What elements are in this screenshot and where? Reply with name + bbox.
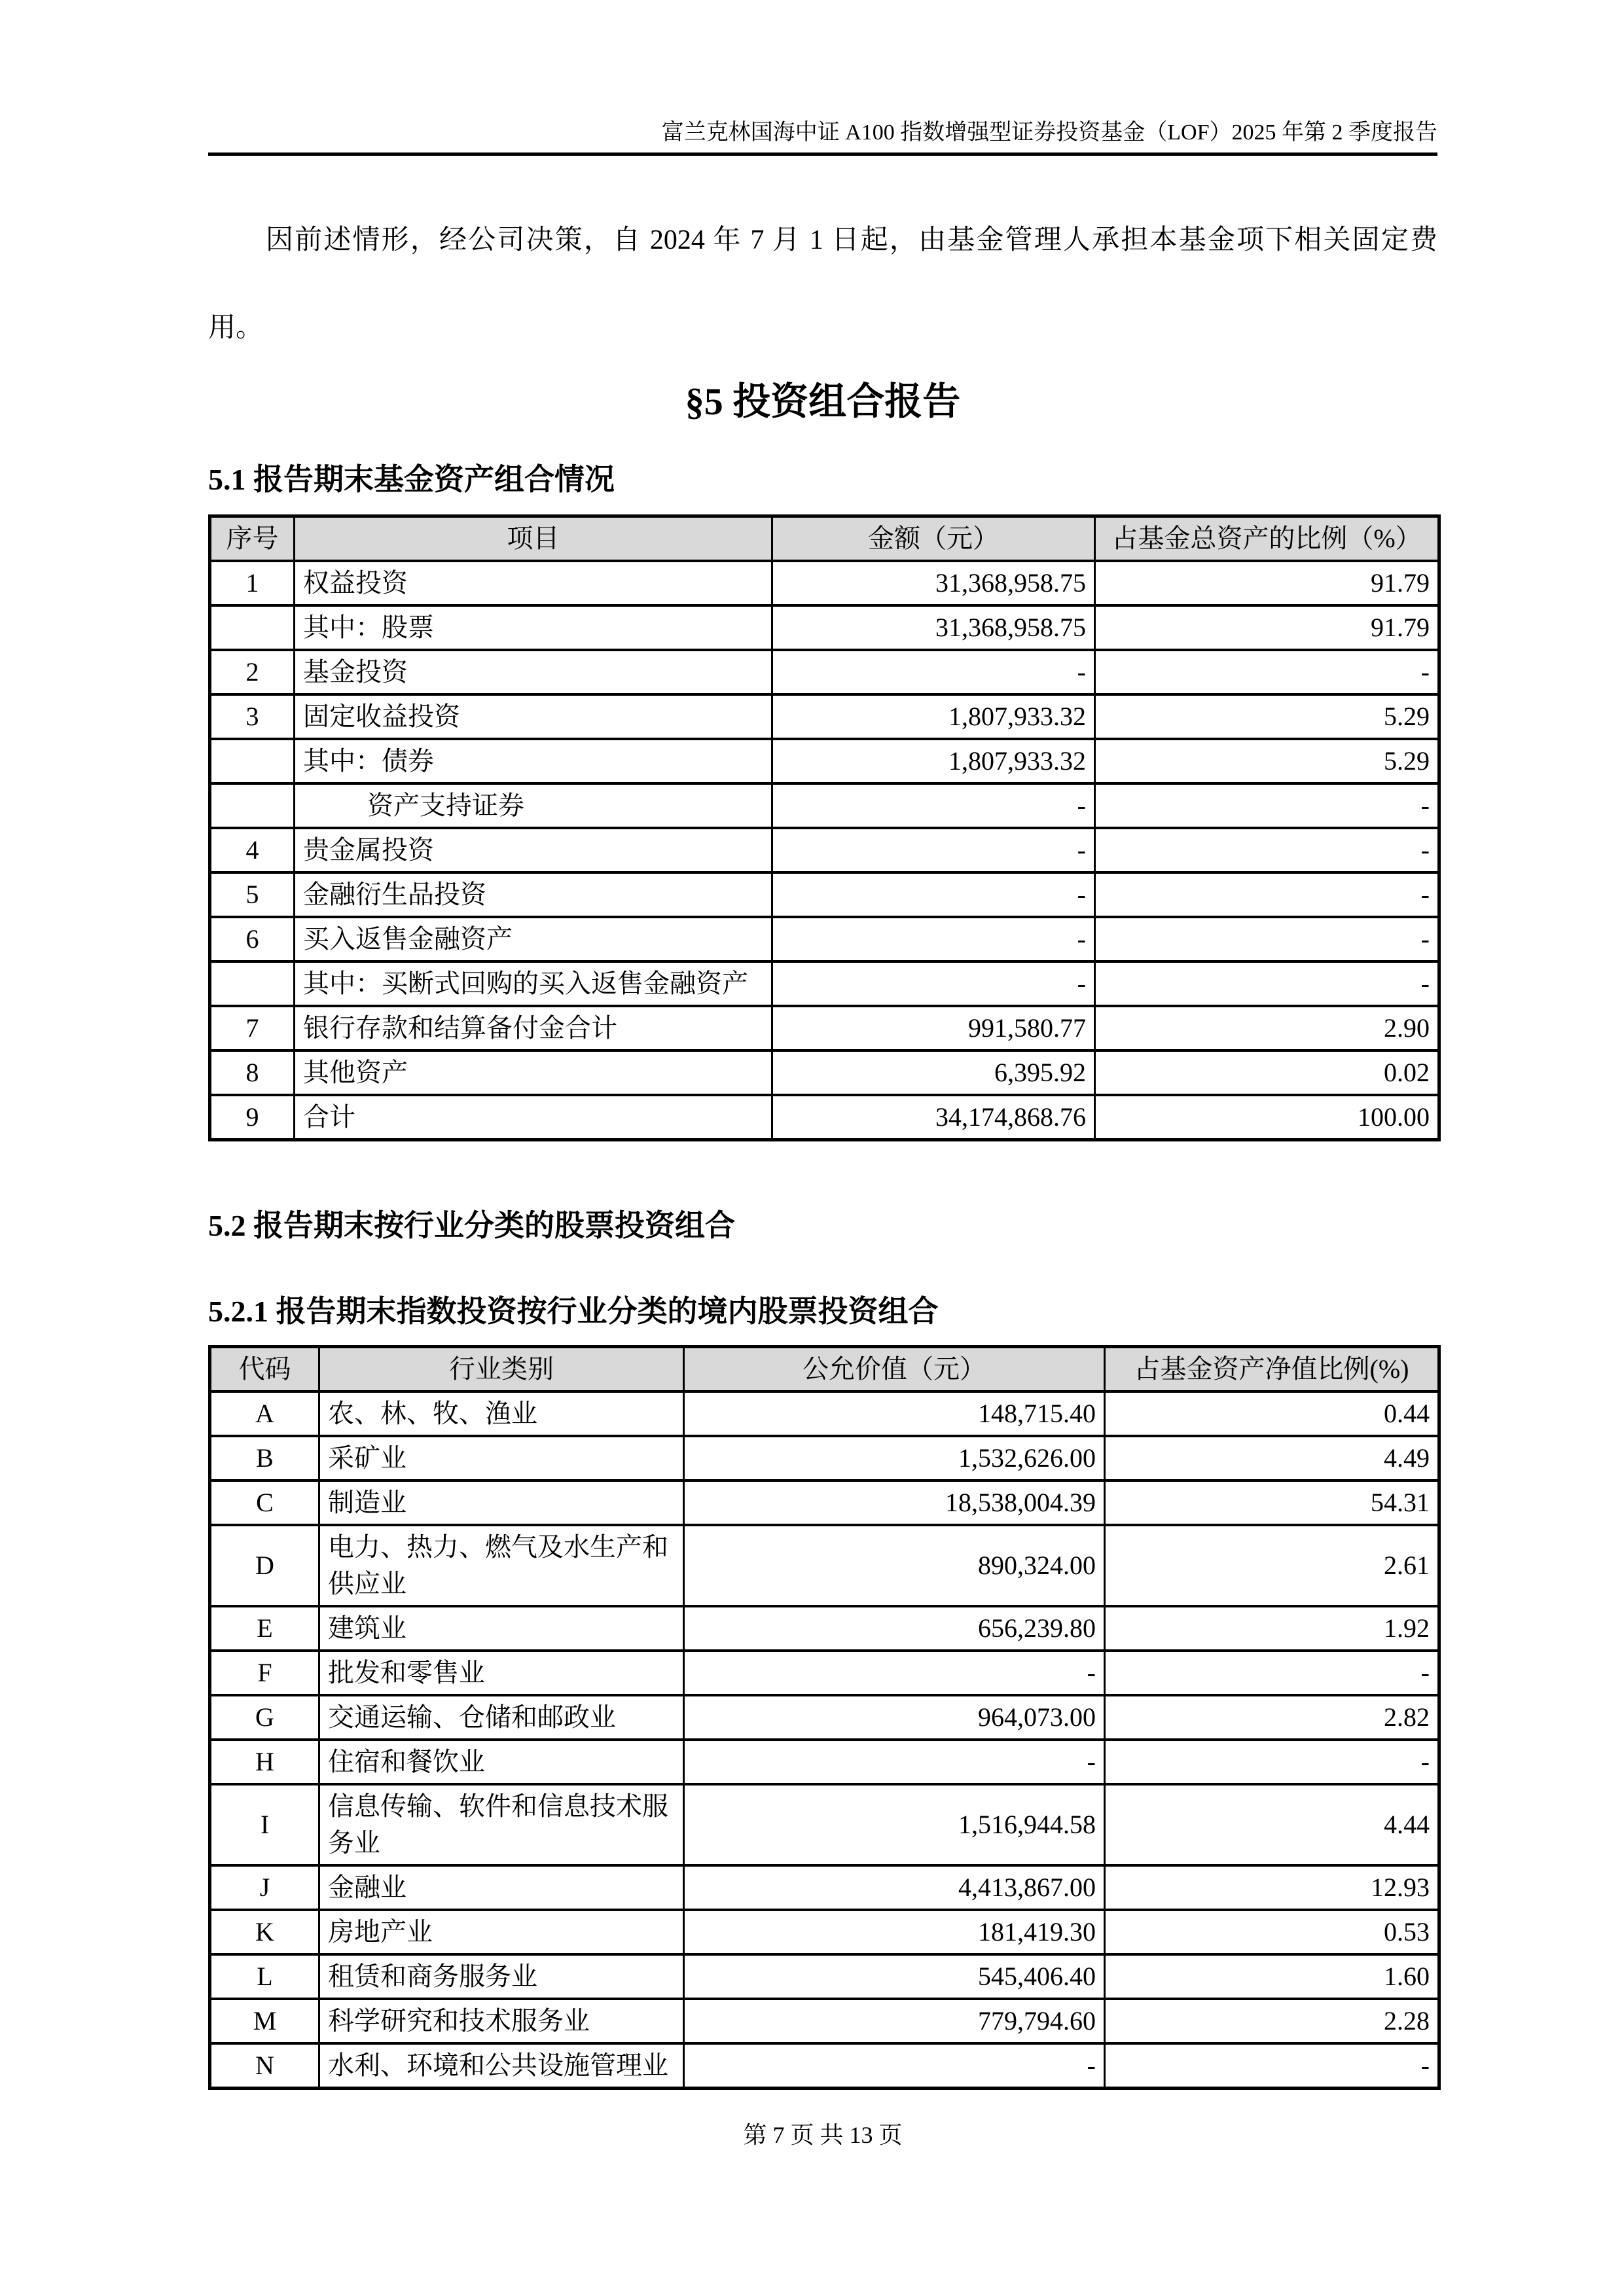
cell-pct: -	[1095, 828, 1439, 872]
cell-item: 贵金属投资	[295, 828, 772, 872]
cell-nav-pct: 12.93	[1105, 1865, 1439, 1910]
table-row	[210, 694, 1439, 739]
cell-code: C	[210, 1480, 319, 1525]
cell-no: 3	[210, 694, 295, 739]
cell-industry: 科学研究和技术服务业	[319, 1999, 684, 2043]
table-row	[210, 650, 1439, 694]
cell-code: G	[210, 1695, 319, 1740]
cell-pct: -	[1095, 961, 1439, 1006]
table-row	[210, 1865, 1439, 1910]
paragraph-line: 用。	[208, 313, 264, 343]
section-title: §5 投资组合报告	[685, 380, 961, 423]
col-header-code: 代码	[210, 1347, 319, 1392]
col-header-amount: 金额（元）	[772, 516, 1095, 562]
table-row	[210, 828, 1439, 872]
cell-fair-value: 148,715.40	[684, 1391, 1105, 1436]
cell-fair-value: 1,516,944.58	[684, 1784, 1105, 1865]
cell-code: A	[210, 1391, 319, 1436]
cell-pct: 5.29	[1095, 739, 1439, 783]
cell-item: 基金投资	[295, 650, 772, 694]
paragraph-line: 因前述情形，经公司决策，自 2024 年 7 月 1 日起，由基金管理人承担本基金项下相关固定费	[266, 225, 1437, 255]
cell-industry: 水利、环境和公共设施管理业	[319, 2043, 684, 2089]
table-row	[210, 1436, 1439, 1480]
cell-fair-value: 964,073.00	[684, 1695, 1105, 1740]
cell-fair-value: 18,538,004.39	[684, 1480, 1105, 1525]
table-header-row	[210, 1347, 1439, 1392]
cell-no: 9	[210, 1095, 295, 1140]
table-row	[210, 1651, 1439, 1695]
cell-amount: -	[772, 783, 1095, 828]
cell-code: L	[210, 1954, 319, 1999]
cell-amount: 6,395.92	[772, 1050, 1095, 1095]
cell-nav-pct: 54.31	[1105, 1480, 1439, 1525]
cell-pct: 100.00	[1095, 1095, 1439, 1140]
table-row	[210, 1784, 1439, 1865]
table-row	[210, 1525, 1439, 1606]
cell-nav-pct: 4.44	[1105, 1784, 1439, 1865]
cell-code: B	[210, 1436, 319, 1480]
col-header-pct: 占基金总资产的比例（%）	[1095, 516, 1439, 562]
cell-fair-value: 779,794.60	[684, 1999, 1105, 2043]
cell-code: K	[210, 1910, 319, 1954]
cell-fair-value: 545,406.40	[684, 1954, 1105, 1999]
cell-amount: 34,174,868.76	[772, 1095, 1095, 1140]
cell-nav-pct: -	[1105, 1651, 1439, 1695]
cell-amount: -	[772, 961, 1095, 1006]
cell-industry: 建筑业	[319, 1606, 684, 1651]
cell-item: 其他资产	[295, 1050, 772, 1095]
cell-pct: 5.29	[1095, 694, 1439, 739]
industry-classification-table	[208, 1345, 1441, 2090]
cell-fair-value: -	[684, 1740, 1105, 1784]
cell-item: 银行存款和结算备付金合计	[295, 1006, 772, 1050]
cell-item: 其中：买断式回购的买入返售金融资产	[295, 961, 772, 1006]
cell-code: D	[210, 1525, 319, 1606]
cell-industry: 金融业	[319, 1865, 684, 1910]
cell-industry: 信息传输、软件和信息技术服务业	[319, 1784, 684, 1865]
cell-pct: -	[1095, 872, 1439, 917]
report-header-title: 富兰克林国海中证 A100 指数增强型证券投资基金（LOF）2025 年第 2 季度报告	[661, 120, 1437, 145]
cell-no	[210, 961, 295, 1006]
cell-fair-value: 181,419.30	[684, 1910, 1105, 1954]
cell-code: M	[210, 1999, 319, 2043]
cell-industry: 房地产业	[319, 1910, 684, 1954]
cell-fair-value: 4,413,867.00	[684, 1865, 1105, 1910]
table-row	[210, 1480, 1439, 1525]
table-row	[210, 1095, 1439, 1140]
cell-amount: -	[772, 650, 1095, 694]
cell-amount: 1,807,933.32	[772, 694, 1095, 739]
table-row	[210, 1740, 1439, 1784]
cell-fair-value: 890,324.00	[684, 1525, 1105, 1606]
header-rule	[208, 152, 1437, 156]
heading-5-1: 5.1 报告期末基金资产组合情况	[208, 463, 615, 496]
cell-nav-pct: 1.60	[1105, 1954, 1439, 1999]
cell-industry: 交通运输、仓储和邮政业	[319, 1695, 684, 1740]
cell-industry: 农、林、牧、渔业	[319, 1391, 684, 1436]
cell-code: J	[210, 1865, 319, 1910]
table-row	[210, 1910, 1439, 1954]
cell-no: 1	[210, 561, 295, 605]
cell-pct: 91.79	[1095, 605, 1439, 650]
table-row	[210, 605, 1439, 650]
heading-5-2: 5.2 报告期末按行业分类的股票投资组合	[208, 1209, 735, 1242]
cell-industry: 住宿和餐饮业	[319, 1740, 684, 1784]
cell-nav-pct: 0.53	[1105, 1910, 1439, 1954]
cell-nav-pct: 2.82	[1105, 1695, 1439, 1740]
table-row	[210, 783, 1439, 828]
cell-fair-value: 1,532,626.00	[684, 1436, 1105, 1480]
table-row	[210, 1391, 1439, 1436]
col-header-nav-pct: 占基金资产净值比例(%)	[1105, 1347, 1439, 1392]
cell-item: 合计	[295, 1095, 772, 1140]
table-row	[210, 1006, 1439, 1050]
cell-no: 2	[210, 650, 295, 694]
cell-nav-pct: -	[1105, 2043, 1439, 2089]
cell-no	[210, 783, 295, 828]
cell-item: 金融衍生品投资	[295, 872, 772, 917]
cell-industry: 采矿业	[319, 1436, 684, 1480]
heading-5-2-1: 5.2.1 报告期末指数投资按行业分类的境内股票投资组合	[208, 1295, 939, 1328]
cell-code: F	[210, 1651, 319, 1695]
col-header-item: 项目	[295, 516, 772, 562]
table-row	[210, 872, 1439, 917]
cell-no	[210, 605, 295, 650]
cell-no: 5	[210, 872, 295, 917]
table-row	[210, 561, 1439, 605]
cell-no: 7	[210, 1006, 295, 1050]
cell-no: 8	[210, 1050, 295, 1095]
table-row	[210, 1050, 1439, 1095]
cell-industry: 租赁和商务服务业	[319, 1954, 684, 1999]
table-row	[210, 739, 1439, 783]
cell-item: 资产支持证券	[295, 783, 772, 828]
cell-pct: 2.90	[1095, 1006, 1439, 1050]
cell-pct: 0.02	[1095, 1050, 1439, 1095]
cell-no: 4	[210, 828, 295, 872]
cell-nav-pct: 2.28	[1105, 1999, 1439, 2043]
cell-industry: 制造业	[319, 1480, 684, 1525]
cell-code: H	[210, 1740, 319, 1784]
cell-item: 权益投资	[295, 561, 772, 605]
cell-code: E	[210, 1606, 319, 1651]
asset-composition-table	[208, 514, 1441, 1141]
table-row	[210, 1695, 1439, 1740]
cell-amount: 31,368,958.75	[772, 605, 1095, 650]
cell-no: 6	[210, 917, 295, 961]
cell-amount: 31,368,958.75	[772, 561, 1095, 605]
cell-fair-value: -	[684, 1651, 1105, 1695]
cell-nav-pct: 1.92	[1105, 1606, 1439, 1651]
cell-pct: 91.79	[1095, 561, 1439, 605]
cell-nav-pct: -	[1105, 1740, 1439, 1784]
cell-pct: -	[1095, 650, 1439, 694]
table-row	[210, 917, 1439, 961]
cell-amount: 1,807,933.32	[772, 739, 1095, 783]
cell-pct: -	[1095, 917, 1439, 961]
cell-item: 买入返售金融资产	[295, 917, 772, 961]
cell-fair-value: -	[684, 2043, 1105, 2089]
cell-nav-pct: 2.61	[1105, 1525, 1439, 1606]
cell-no	[210, 739, 295, 783]
cell-pct: -	[1095, 783, 1439, 828]
table-row	[210, 1606, 1439, 1651]
cell-item: 其中：债券	[295, 739, 772, 783]
cell-amount: -	[772, 917, 1095, 961]
cell-item: 其中：股票	[295, 605, 772, 650]
cell-nav-pct: 4.49	[1105, 1436, 1439, 1480]
col-header-no: 序号	[210, 516, 295, 562]
col-header-fair-value: 公允价值（元）	[684, 1347, 1105, 1392]
cell-code: I	[210, 1784, 319, 1865]
col-header-industry: 行业类别	[319, 1347, 684, 1392]
table-row	[210, 1954, 1439, 1999]
cell-amount: -	[772, 872, 1095, 917]
cell-nav-pct: 0.44	[1105, 1391, 1439, 1436]
cell-fair-value: 656,239.80	[684, 1606, 1105, 1651]
table-header-row	[210, 516, 1439, 562]
cell-item: 固定收益投资	[295, 694, 772, 739]
cell-amount: -	[772, 828, 1095, 872]
table-row	[210, 2043, 1439, 2089]
cell-industry: 电力、热力、燃气及水生产和供应业	[319, 1525, 684, 1606]
table-row	[210, 961, 1439, 1006]
cell-amount: 991,580.77	[772, 1006, 1095, 1050]
table-row	[210, 1999, 1439, 2043]
cell-industry: 批发和零售业	[319, 1651, 684, 1695]
cell-code: N	[210, 2043, 319, 2089]
page-footer: 第 7 页 共 13 页	[743, 2122, 903, 2148]
